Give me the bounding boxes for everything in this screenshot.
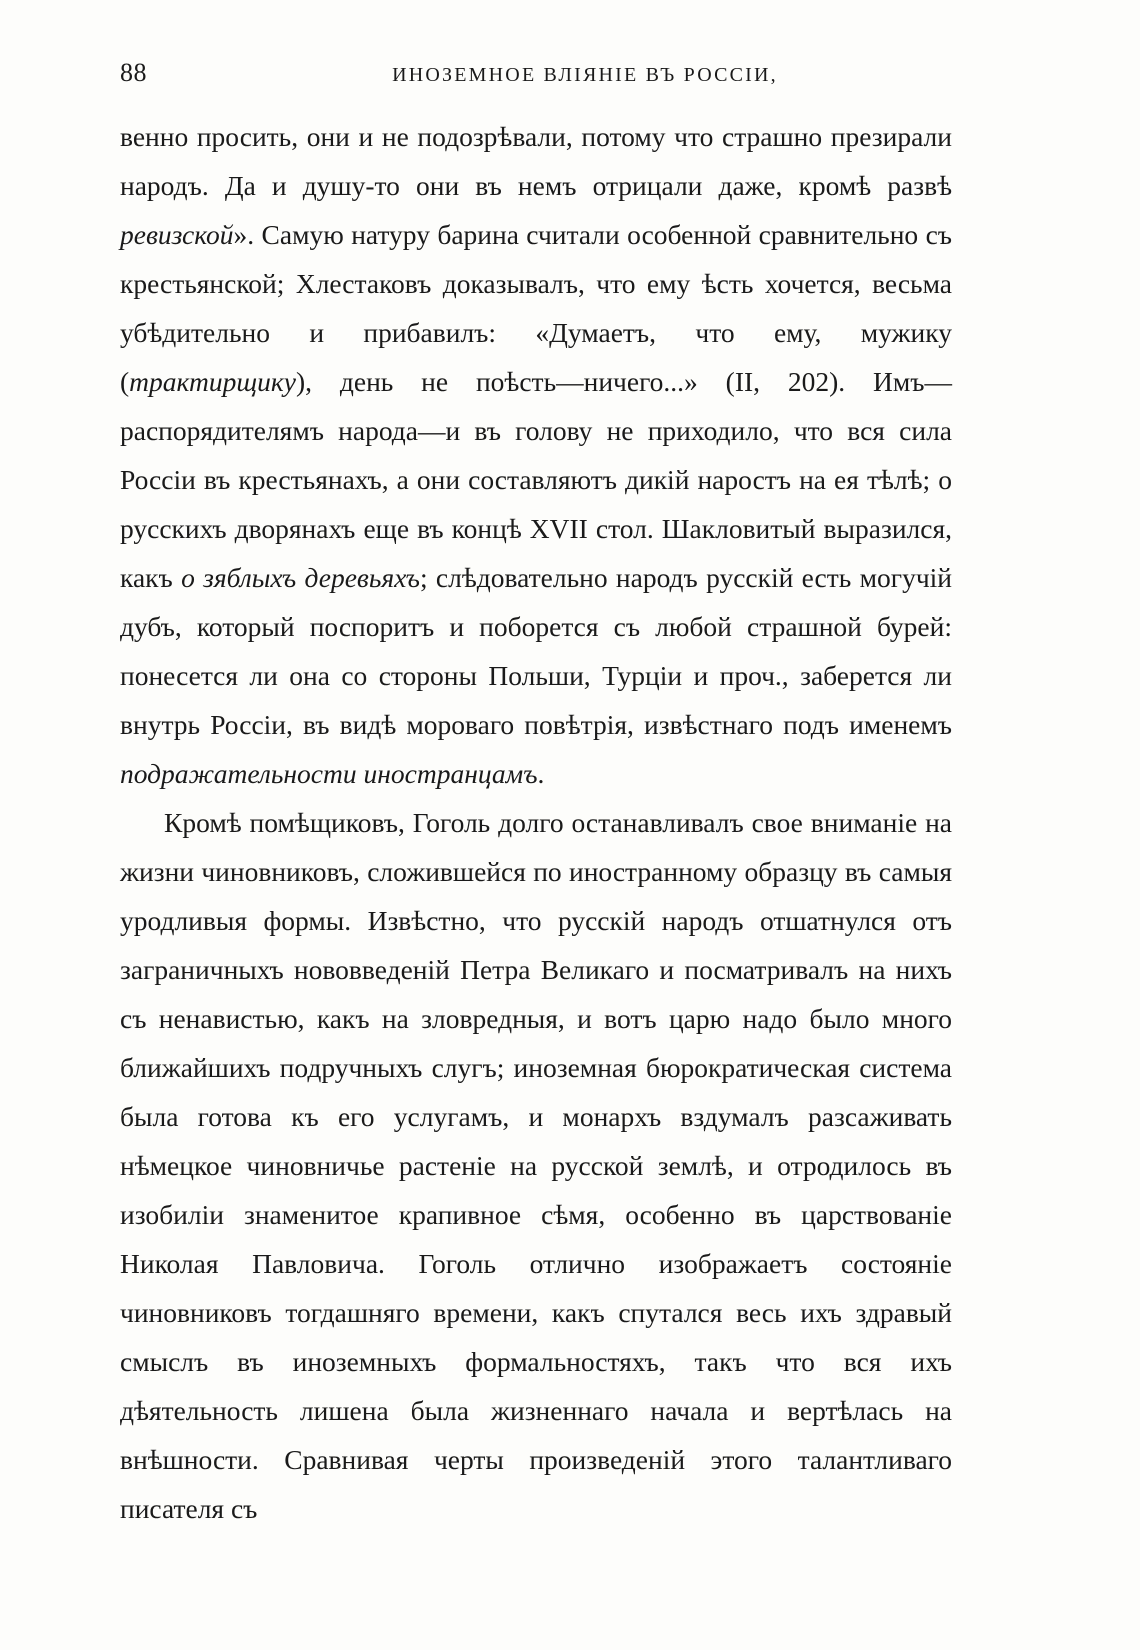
text-run: ». Самую натуру барина считали особенной сравнительно съ крестьянской; Хлестаковъ доказывалъ, что ему ѣсть хочется, весьма убѣдительно и прибавилъ: «Думаетъ, что ему, мужику ( <box>120 219 952 397</box>
paragraph-2 <box>120 798 952 1533</box>
text-run: ; слѣдовательно народъ русскій есть могучій дубъ, который поспоритъ и поборется съ любой страшной бурей: понесется ли она со стороны Польши, Турціи и проч., заберется ли внутрь Россіи, въ видѣ мороваго повѣтрія, извѣстнаго подъ именемъ <box>120 562 953 740</box>
text-run: Кромѣ помѣщиковъ, Гоголь долго останавливалъ свое вниманіе на жизни чиновниковъ, сложившейся по иностранному образцу въ самыя уродливыя формы. Извѣстно, что русскій народъ отшатнулся отъ заграничныхъ нововведеній Петра Великаго и посматривалъ на нихъ съ ненавистью, какъ на зловредныя, и вотъ царю надо было много ближайшихъ подручныхъ слугъ; иноземная бюрократическая система была готова къ его услугамъ, и монархъ вздумалъ разсаживать нѣмецкое чиновничье растеніе на русской землѣ, и отродилось въ изобиліи знаменитое крапивное сѣмя, особенно въ царствованіе Николая Павловича. Гоголь отлично изображаетъ состояніе чиновниковъ тогдашняго времени, какъ спутался весь ихъ здравый смыслъ въ иноземныхъ формальностяхъ, такъ что вся ихъ дѣятельность лишена была жизненнаго начала и вертѣлась на внѣшности. Сравнивая черты произведеній этого талантливаго писателя съ <box>120 807 952 1524</box>
running-title: ИНОЗЕМНОЕ ВЛІЯНІЕ ВЪ РОССІИ, <box>392 64 778 86</box>
text-run: венно просить, они и не подозрѣвали, потому что страшно презирали народъ. Да и душу-то они въ немъ отрицали даже, кромѣ развѣ <box>120 121 952 201</box>
emphasis-text: о зяблыхъ деревьяхъ <box>181 562 420 593</box>
emphasis-text: подражательности иностранцамъ <box>120 758 538 789</box>
emphasis-text: ревизской <box>120 219 234 250</box>
page-body <box>120 112 952 1533</box>
text-run: . <box>537 758 545 789</box>
page-number: 88 <box>120 58 147 87</box>
paragraph-1 <box>120 112 952 798</box>
text-run: ), день не поѣсть—ничего...» (II, 202). Имъ—распорядителямъ народа—и въ голову не приходило, что вся сила Россіи въ крестьянахъ, а они составляютъ дикій наростъ на ея тѣлѣ; о русскихъ дворянахъ еще въ концѣ XVII стол. Шакловитый выразился, какъ <box>120 366 952 593</box>
emphasis-text: трактирщику <box>129 366 296 397</box>
page-header <box>120 58 1020 88</box>
